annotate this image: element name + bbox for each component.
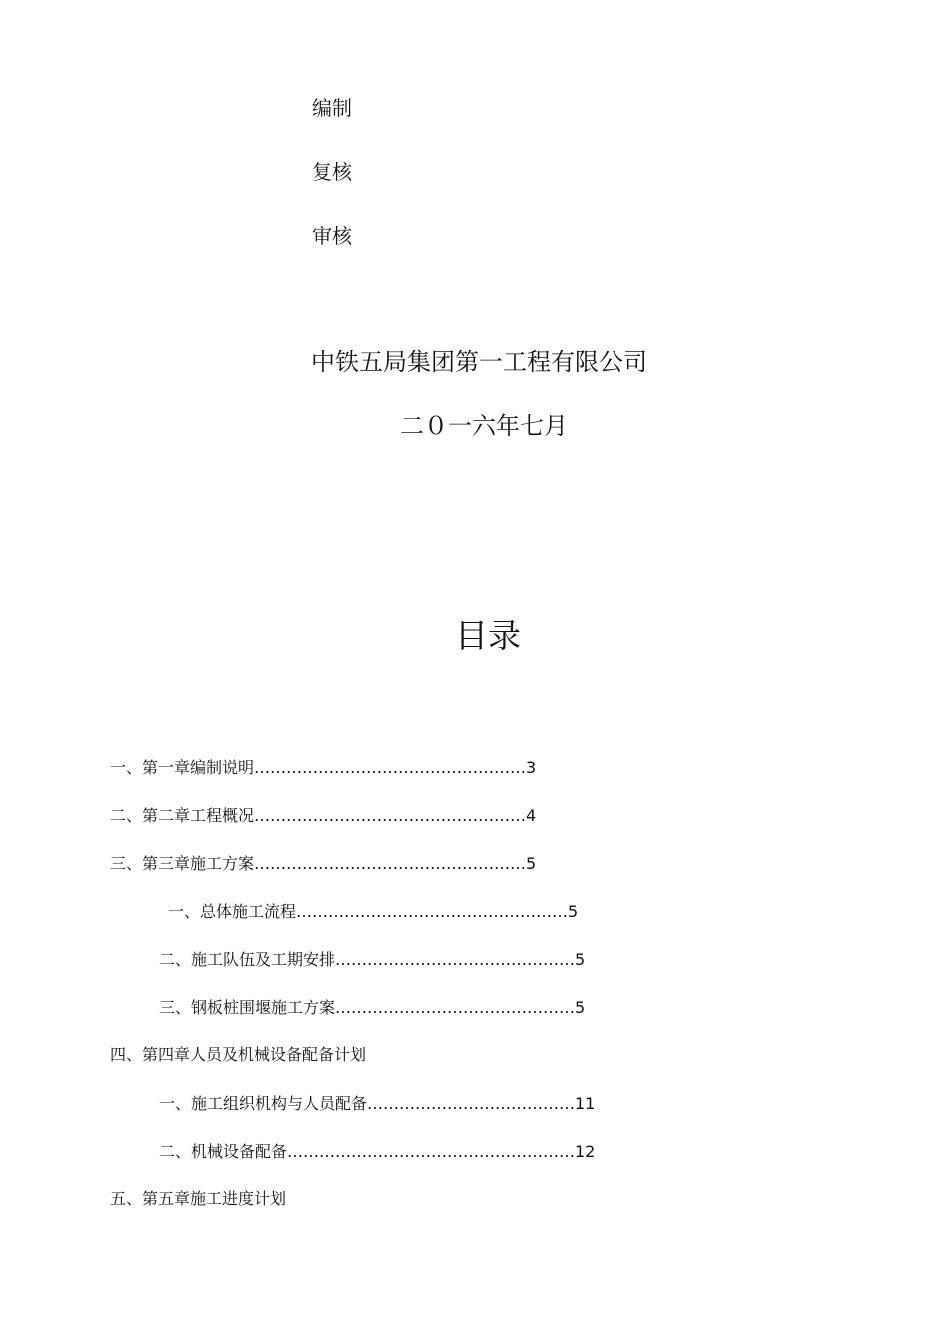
signature-compile-label: 编制 (312, 96, 352, 120)
toc-entry[interactable]: 二、机械设备配备………………………………………………12 (159, 1142, 596, 1161)
toc-entry[interactable]: 一、施工组织机构与人员配备…………………………………11 (159, 1094, 596, 1113)
toc-entry[interactable]: 三、第三章施工方案……………………………………………5 (110, 854, 537, 873)
toc-entry[interactable]: 二、第二章工程概况……………………………………………4 (110, 806, 537, 825)
signature-review-label: 复核 (312, 160, 352, 184)
toc-entry[interactable]: 一、总体施工流程……………………………………………5 (168, 902, 579, 921)
toc-entry[interactable]: 五、第五章施工进度计划 (110, 1189, 287, 1208)
toc-entry[interactable]: 四、第四章人员及机械设备配备计划 (110, 1045, 367, 1064)
toc-entry[interactable]: 一、第一章编制说明……………………………………………3 (110, 758, 537, 777)
toc-entry[interactable]: 二、施工队伍及工期安排………………………………………5 (159, 950, 586, 969)
toc-title: 目录 (455, 616, 521, 655)
document-date: 二０一六年七月 (400, 412, 568, 440)
company-name: 中铁五局集团第一工程有限公司 (311, 348, 647, 376)
toc-entry[interactable]: 三、钢板桩围堰施工方案………………………………………5 (159, 998, 586, 1017)
signature-audit-label: 审核 (312, 224, 352, 248)
